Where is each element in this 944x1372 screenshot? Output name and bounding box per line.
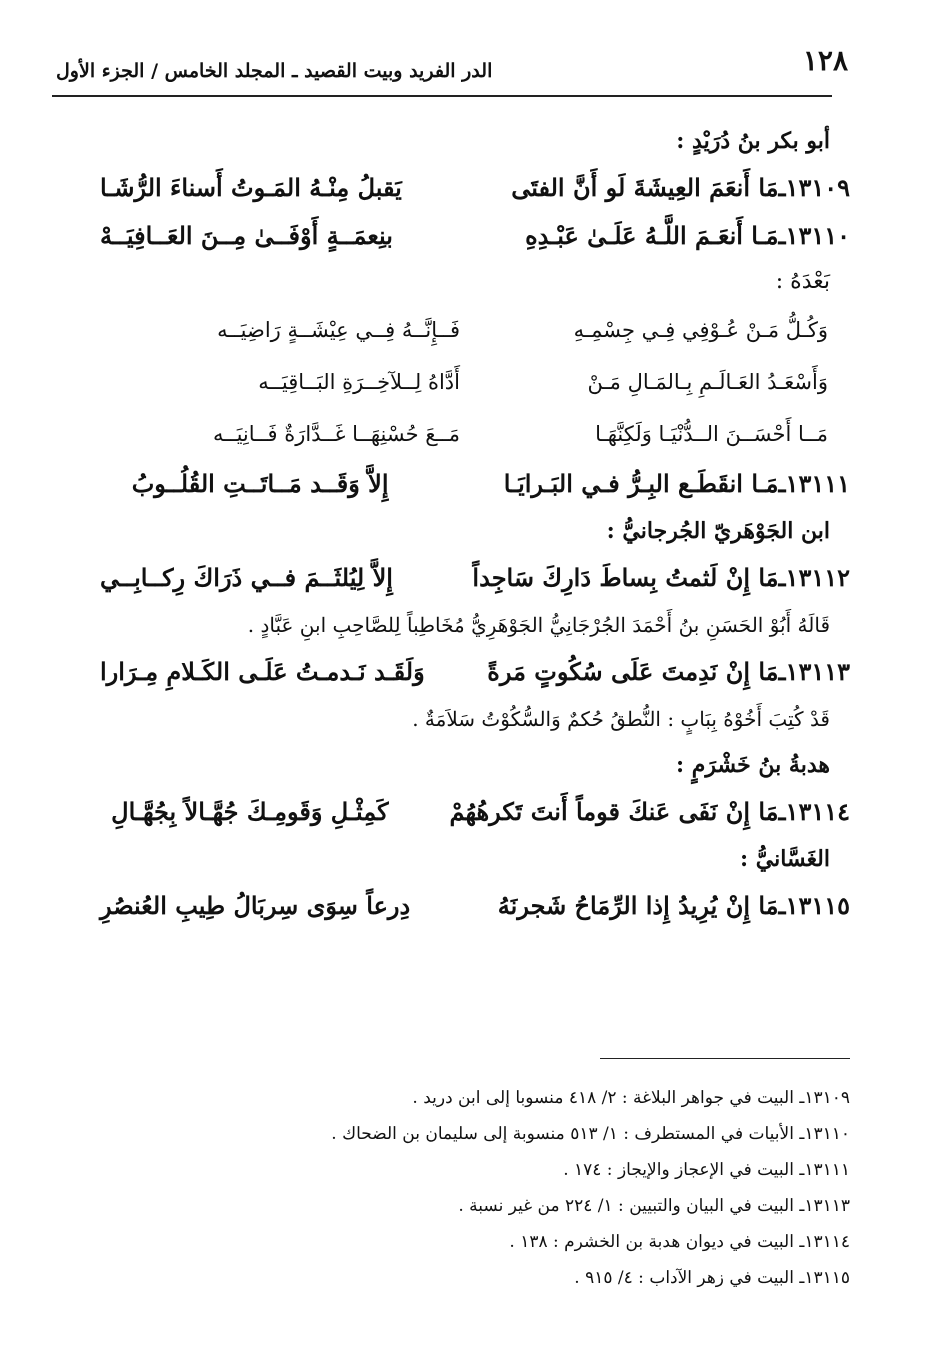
verse-number: ١٣١١٥ـ [778,891,850,920]
main-text [100,118,850,930]
verse-line [100,882,850,930]
first-hemistich: مَا أَنعَمَ العِيشَةَ لَو أَنَّ الفتَى [511,173,779,202]
second-hemistich: دِرعاً سِوَى سِربَالُ طِيبِ العُنصُرِ [100,891,411,920]
second-hemistich: مَــعَ حُسْنِهَــا غَــدَّارَةٌ فَــانِيَــه [213,422,460,446]
footnote-rule [600,1058,850,1059]
footnote: ١٣١١٠ـ الأبيات في المستطرف : ١/ ٥١٣ منسوبة إلى سليمان بن الضحاك . [331,1124,850,1144]
footnote: ١٣١١٤ـ البيت في ديوان هدبة بن الخشرم : ١٣٨ . [509,1232,850,1252]
prose-note: قَدْ كُتِبَ أَخُوْهُ بِبَابٍ : النُّطقُ حُكمٌ وَالسُّكُوْتُ سَلاَمَةٌ . [412,707,830,731]
poet-name: هدبةُ بنُ خَشْرَمٍ : [675,752,830,778]
poet-name: ابن الجَوْهَريّ الجُرجانيُّ : [606,518,830,544]
verse-line [100,554,850,602]
verse-line [100,788,850,836]
verse-line [100,164,850,212]
footnote: ١٣١١٥ـ البيت في زهر الآداب : ٤/ ٩١٥ . [574,1268,850,1288]
header-rule [52,95,832,97]
footnotes [90,1080,850,1296]
first-hemistich: مَـا انقَطَـع البِـرُّ فـي البَـرايَـا [503,469,779,498]
second-hemistich: يَقبلُ مِنْـهُ المَـوتُ أَسناءَ الرُّشَـا [100,173,402,202]
second-hemistich: فَــإِنَّــهُ فِــي عِيْشَــةٍ رَاضِيَــه [217,318,460,342]
verse-number: ١٣١١٤ـ [778,797,850,826]
second-hemistich: كَمِثْـلِ وَقَومِـكَ جُهَّـالاً بِجُهَّـالِ [111,797,389,826]
verse-number: ١٣١٠٩ـ [778,173,850,202]
first-hemistich: مَا إِنْ نَدِمتَ عَلَى سُكُوتٍ مَرةً [487,657,779,686]
second-hemistich: إِلاَّ وَقَــد مَــاتَــتِ القُلُــوبُ [131,469,389,498]
verse-number: ١٣١١٠ـ [778,221,850,250]
verse-number: ١٣١١٢ـ [778,563,850,592]
verse-line [100,648,850,696]
first-hemistich: مَا إِنْ نَفَى عَنكَ قوماً أَنتَ تَكرهُهُمْ [449,797,779,826]
first-hemistich: مَا إِنْ لَثمتُ بِساطَ دَارِكَ سَاجِداً [472,563,779,592]
second-hemistich: إِلاَّ لِيُلثَــمَ فــي ذَرَاكَ رِكــابِــي [100,563,393,592]
first-hemistich: وَأَسْعَـدُ العَـالَـمِ بِـالمَـالِ مَـنْ [587,370,828,394]
poet-name: الغَسَّانيُّ : [740,846,830,872]
sub-verse-line [100,304,850,356]
footnote: ١٣١١١ـ البيت في الإعجاز والإيجاز : ١٧٤ . [563,1160,850,1180]
prose-note: قَالَهُ أَبُوْ الحَسَنِ بنُ أَحْمَدَ الجُرْجَانِيُّ الجَوْهَرِيُّ مُخَاطِباً لِلصَّاحِبِ ابنِ عَبَّادٍ . [247,613,830,637]
second-hemistich: أَدَّاهُ لِــلآخِــرَةِ البَــاقِيَــه [258,370,460,394]
verse-number: ١٣١١٣ـ [778,657,850,686]
footnote: ١٣١٠٩ـ البيت في جواهر البلاغة : ٢/ ٤١٨ منسوبا إلى ابن دريد . [412,1088,850,1108]
poet-name: أبو بكر بنُ دُرَيْدٍ : [676,128,830,154]
first-hemistich: مَـا أَنعَـمَ اللَّـهُ عَلَـىٰ عَبْـدِهِ [525,221,779,250]
first-hemistich: وَكُـلُّ مَـنْ عُـوْفِي فِـي جِسْمِـهِ [573,318,828,342]
running-title: الدر الفريد وبيت القصيد ـ المجلد الخامس / الجزء الأول [56,60,493,82]
verse-line [100,212,850,260]
second-hemistich: وَلَقَـد نَـدمـتُ عَلَـى الكَـلامِ مِـرَارا [100,657,425,686]
page-number: ١٢٨ [802,44,848,77]
first-hemistich: مَا إِنْ يُرِيدُ إِذا الرِّمَاحُ شَجرنَهُ [497,891,779,920]
verse-line [100,460,850,508]
section-label: بَعْدَهُ : [775,269,830,294]
first-hemistich: مَــا أَحْسَــنَ الــدُّنْيَـا وَلَكِنَّهَـا [595,422,828,446]
second-hemistich: بنِعمَــةٍ أَوْفَــىٰ مِــنَ العَــافِيَــهْ [100,221,393,250]
footnote: ١٣١١٣ـ البيت في البيان والتبيين : ١/ ٢٢٤ من غير نسبة . [458,1196,850,1216]
sub-verse-line [100,356,850,408]
verse-number: ١٣١١١ـ [778,469,850,498]
sub-verse-line [100,408,850,460]
